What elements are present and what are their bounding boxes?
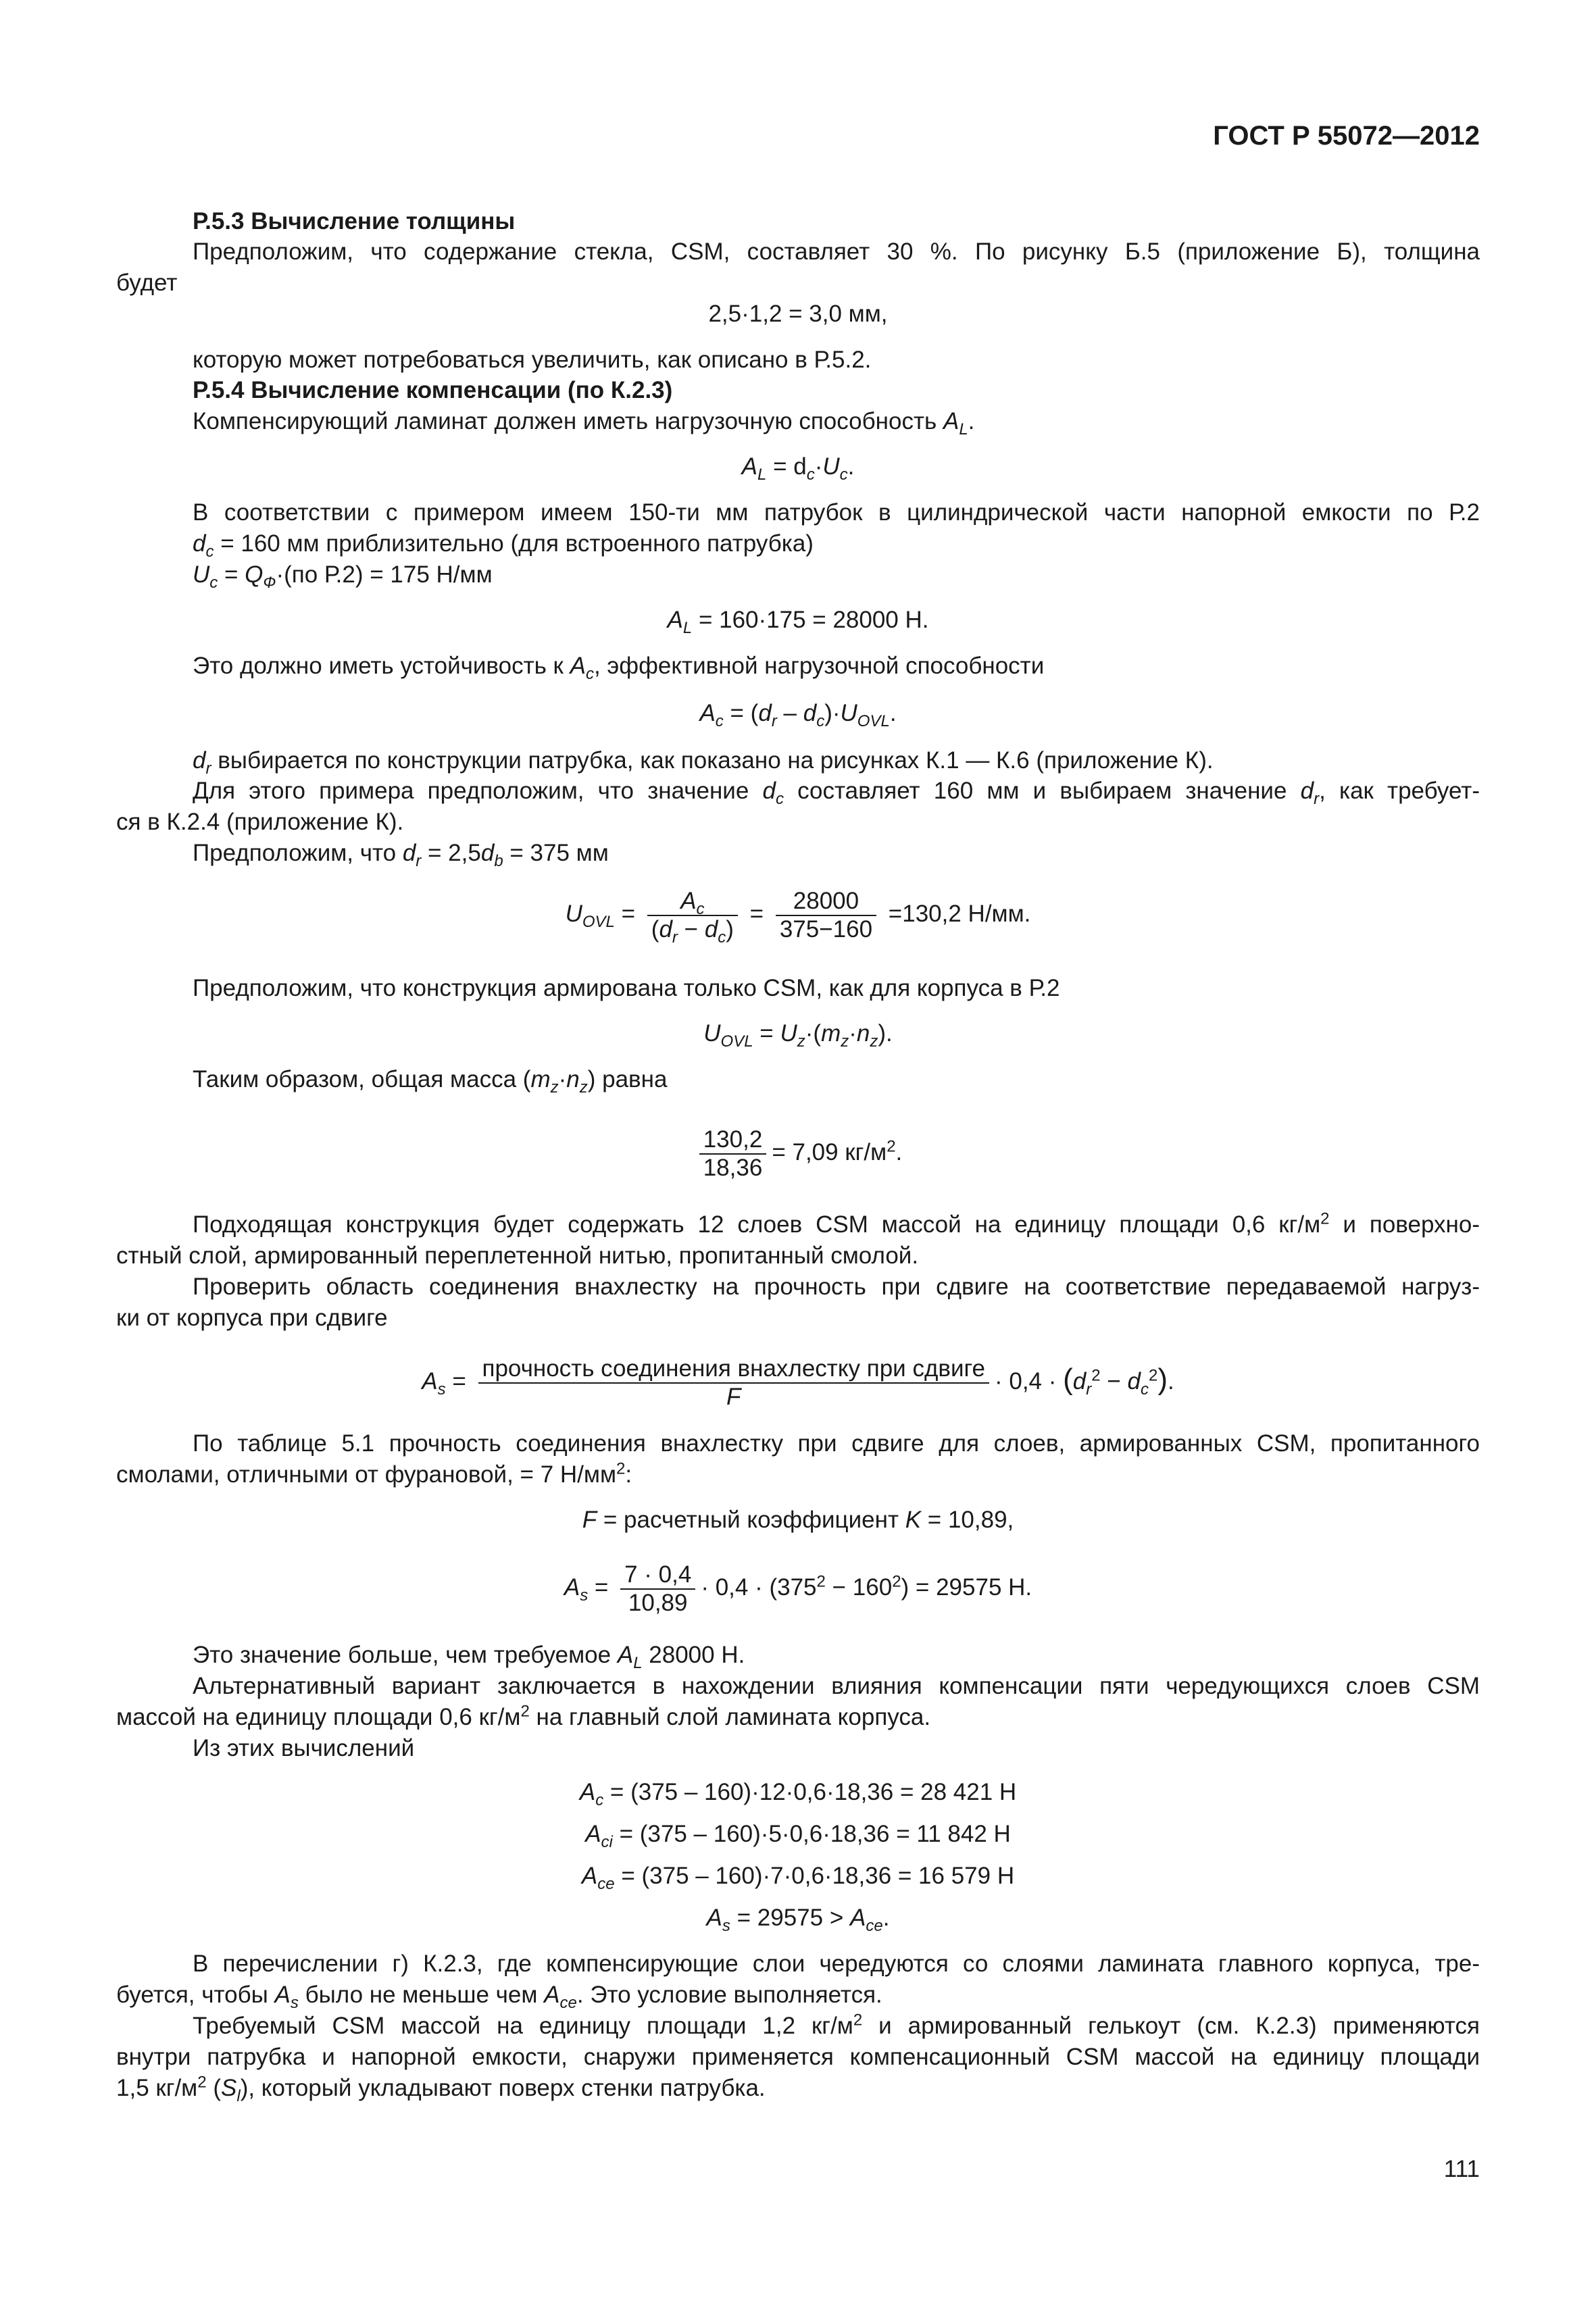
paragraph-line: Для этого примера предположим, что значение $d_c$ составляет 160 мм и выбираем значение $d_r$, как требует- [193,778,1480,808]
equation-aci-result: $A_{ci} = (375 - 160)\cdot 5\cdot 0,6\cdot 18,36 = 11$ 842 Н [585,1821,1011,1851]
equation-ace-result: $A_{ce} = (375 - 160)\cdot 7\cdot 0,6\cdot 18,36 = 16$ 579 Н [581,1863,1015,1893]
paragraph-line: Это значение больше, чем требуемое $A_L$ 28000 Н. [193,1642,745,1672]
paragraph-line: Из этих вычислений [193,1735,415,1761]
section-heading-p53: Р.5.3 Вычисление толщины [193,208,516,234]
equation-as-definition: $A_s$ = $\frac{\text{прочность соединения внахлестку при сдвиге}}{F}$ · $0,4 \cdot (d_r^2 - d_c^2)$. [422,1355,1174,1410]
paragraph-line: Компенсирующий ламинат должен иметь нагрузочную способность $A_L$. [193,408,975,438]
paragraph-line: $d_c = 160$ мм приблизительно (для встроенного патрубка) [193,530,814,561]
equation-thickness: 2,5·1,2 = 3,0 мм, [708,301,888,327]
document-header: ГОСТ Р 55072—2012 [1213,121,1480,151]
equation-uovl-uz: $U_{OVL} = U_z\cdot(m_z\cdot n_z)$. [703,1020,893,1051]
paragraph-line: В перечислении г) К.2.3, где компенсирующие слои чередуются со слоями ламината главного корпуса, тре- [193,1951,1480,1977]
equation-as-comparison: $A_s = 29575 > A_{ce}$. [706,1905,890,1935]
paragraph-line: которую может потребоваться увеличить, как описано в Р.5.2. [193,347,872,373]
paragraph-line: Альтернативный вариант заключается в нахождении влияния компенсации пяти чередующихся слоев CSM [193,1673,1480,1699]
paragraph-line: ся в К.2.4 (приложение К). [116,809,404,835]
paragraph-line: $U_c = Q_Ф\cdot(по$ Р.2) = 175 Н/мм [193,561,493,592]
paragraph-line: Подходящая конструкция будет содержать 12 слоев CSM массой на единицу площади 0,6 $кг/м^2$ и поверхно- [193,1209,1480,1238]
paragraph-line: Предположим, что $d_r = 2,5d_b = 375$ мм [193,840,609,870]
paragraph-line: 1,5 $кг/м^2$ $(S_l)$, который укладывают поверх стенки патрубка. [116,2073,766,2105]
equation-mass-fraction: $\frac{130,2}{18,36}$ = 7,09 $кг/м^2$. [116,1126,1480,1182]
paragraph-line: Предположим, что конструкция армирована только CSM, как для корпуса в Р.2 [193,975,1060,1001]
equation-f-factor: F = расчетный коэффициент K = 10,89, [582,1507,1014,1533]
equation-ac: $A_c = (d_r - d_c)\cdot U_{OVL}$. [699,700,897,730]
paragraph-line: массой на единицу площади 0,6 $кг/м^2$ на главный слой ламината корпуса. [116,1702,931,1730]
paragraph-line: ки от корпуса при сдвиге [116,1305,388,1331]
paragraph-line: Требуемый CSM массой на единицу площади 1,2 $кг/м^2$ и армированный гелькоут (см. К.2.3) применяются [193,2011,1480,2039]
page-number: 111 [1443,2156,1480,2182]
equation-ac-result: $A_c = (375 - 160)\cdot 12\cdot 0,6\cdot 18,36 = 28$ 421 Н [579,1779,1017,1809]
section-heading-p54: Р.5.4 Вычисление компенсации (по К.2.3) [193,377,673,403]
paragraph-line: внутри патрубка и напорной емкости, снаружи применяется компенсационный CSM массой на единицу площади [116,2044,1480,2070]
equation-uovl-fraction: $U_{OVL}$ = $\frac{A_c}{(d_r - d_c)}$ = $\frac{28000}{375-160}$ =130,2 Н/мм. [565,887,1031,947]
equation-as-value: $A_s$ = $\frac{7 \cdot 0,4}{10,89}$ · $0,4 \cdot (375^2 - 160^2) = 29575$ Н. [564,1561,1032,1616]
paragraph-line: буется, чтобы $A_s$ было не меньше чем $A_{ce}$. Это условие выполняется. [116,1982,882,2012]
equation-al: $A_L = d_c\cdot U_c$. [741,453,855,484]
paragraph-line: Проверить область соединения внахлестку на прочность при сдвиге на соответствие передаваемой нагруз- [193,1274,1480,1300]
paragraph-line: По таблице 5.1 прочность соединения внахлестку при сдвиге для слоев, армированных CSM, пропитанного [193,1430,1480,1457]
paragraph-line: Это должно иметь устойчивость к $A_c$, эффективной нагрузочной способности [193,653,1045,683]
paragraph-line: Предположим, что содержание стекла, CSM, составляет 30 %. По рисунку Б.5 (приложение Б), толщина [193,238,1480,265]
paragraph-line: Таким образом, общая масса $(m_z\cdot n_z)$ равна [193,1066,668,1097]
paragraph-line: стный слой, армированный переплетенной нитью, пропитанный смолой. [116,1242,919,1269]
equation-al-value: $A_L = 160\cdot 175 = 28000$ Н. [667,607,929,637]
paragraph-line: $d_r$ выбирается по конструкции патрубка, как показано на рисунках К.1 — К.6 (приложение К). [193,747,1214,778]
paragraph-line: будет [116,270,178,296]
paragraph-line: В соответствии с примером имеем 150-ти мм патрубок в цилиндрической части напорной емкости по Р.2 [193,499,1480,526]
paragraph-line: смолами, отличными от фурановой, = 7 $Н/мм^2$: [116,1459,632,1488]
